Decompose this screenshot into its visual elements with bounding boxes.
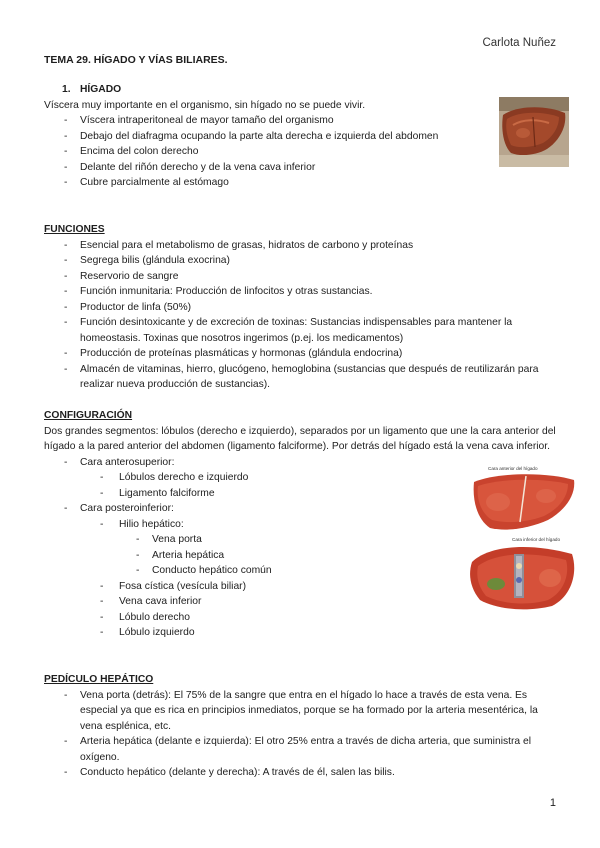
section-pediculo bbox=[44, 672, 559, 781]
list-item: - Delante del riñón derecho y de la vena cava inferior bbox=[44, 160, 462, 176]
list-item: - Lóbulo izquierdo bbox=[44, 625, 559, 641]
figure-caption-top: Cara anterior del hígado bbox=[488, 466, 538, 471]
list-item: - Segrega bilis (glándula exocrina) bbox=[44, 253, 559, 269]
document-title: TEMA 29. HÍGADO Y VÍAS BILIARES. bbox=[44, 54, 228, 66]
section-intro: Víscera muy importante en el organismo, sin hígado no se puede vivir. bbox=[44, 99, 366, 111]
list-item: - Almacén de vitaminas, hierro, glucógeno, hemoglobina (sustancias que después de reutilizarán para realizar nueva producción de sustancias). bbox=[44, 362, 559, 393]
author-name: Carlota Nuñez bbox=[482, 37, 556, 49]
list-item: - Lóbulo derecho bbox=[44, 610, 559, 626]
section-title: HÍGADO bbox=[80, 84, 122, 95]
list-item: - Cara posteroinferior: bbox=[44, 501, 559, 517]
list-item: - Víscera intraperitoneal de mayor tamaño del organismo bbox=[44, 113, 462, 129]
list-item: - Encima del colon derecho bbox=[44, 144, 462, 160]
list-item: - Lóbulos derecho e izquierdo bbox=[44, 470, 559, 486]
list-item: - Arteria hepática bbox=[44, 548, 559, 564]
higado-list bbox=[44, 113, 462, 191]
list-item: - Conducto hepático común bbox=[44, 563, 559, 579]
section-funciones bbox=[44, 222, 559, 393]
list-item: - Cara anterosuperior: bbox=[44, 455, 559, 471]
pediculo-list bbox=[44, 688, 559, 781]
list-item: - Fosa cística (vesícula biliar) bbox=[44, 579, 559, 595]
list-item: - Función inmunitaria: Producción de linfocitos y otras sustancias. bbox=[44, 284, 559, 300]
list-item: - Ligamento falciforme bbox=[44, 486, 559, 502]
list-item: - Vena porta (detrás): El 75% de la sangre que entra en el hígado lo hace a través de esta vena. Es especial ya que es rica en principios inmediatos, porque se ha formado por la arteria mesentérica, la vena esplénica, etc. bbox=[44, 688, 559, 735]
funciones-list bbox=[44, 238, 559, 393]
section-heading: CONFIGURACIÓN bbox=[44, 410, 133, 421]
section-intro: Dos grandes segmentos: lóbulos (derecho e izquierdo), separados por un ligamento que une la cara anterior del hígado a la pared anterior del abdomen (ligamento falciforme). Por detrás del hígado está la vena cava inferior. bbox=[44, 425, 556, 452]
section-heading: FUNCIONES bbox=[44, 224, 105, 235]
list-item: - Producción de proteínas plasmáticas y hormonas (glándula endocrina) bbox=[44, 346, 559, 362]
list-item: - Productor de linfa (50%) bbox=[44, 300, 559, 316]
list-item: - Reservorio de sangre bbox=[44, 269, 559, 285]
list-item: - Arteria hepática (delante e izquierda): El otro 25% entra a través de dicha arteria, que suministra el oxígeno. bbox=[44, 734, 559, 765]
list-item: - Debajo del diafragma ocupando la parte alta derecha e izquierda del abdomen bbox=[44, 129, 462, 145]
list-item: - Conducto hepático (delante y derecha): A través de él, salen las bilis. bbox=[44, 765, 559, 781]
list-item: - Hilio hepático: bbox=[44, 517, 559, 533]
page-number: 1 bbox=[549, 797, 556, 809]
list-item: - Vena porta bbox=[44, 532, 559, 548]
figure-caption-bottom: Cara inferior del hígado bbox=[512, 537, 561, 542]
list-item: - Cubre parcialmente al estómago bbox=[44, 175, 462, 191]
liver-photo bbox=[499, 97, 569, 167]
list-item: - Esencial para el metabolismo de grasas, hidratos de carbono y proteínas bbox=[44, 238, 559, 254]
list-item: - Vena cava inferior bbox=[44, 594, 559, 610]
section-higado bbox=[44, 82, 559, 191]
section-heading: PEDÍCULO HEPÁTICO bbox=[44, 674, 154, 685]
list-item: - Función desintoxicante y de excreción de toxinas: Sustancias indispensables para mantener la homeostasis. Toxinas que nosotros ingerimos (p.ej. los medicamentos) bbox=[44, 315, 559, 346]
liver-illustration bbox=[468, 462, 580, 612]
section-heading bbox=[44, 82, 559, 98]
section-number: 1. bbox=[62, 84, 71, 95]
